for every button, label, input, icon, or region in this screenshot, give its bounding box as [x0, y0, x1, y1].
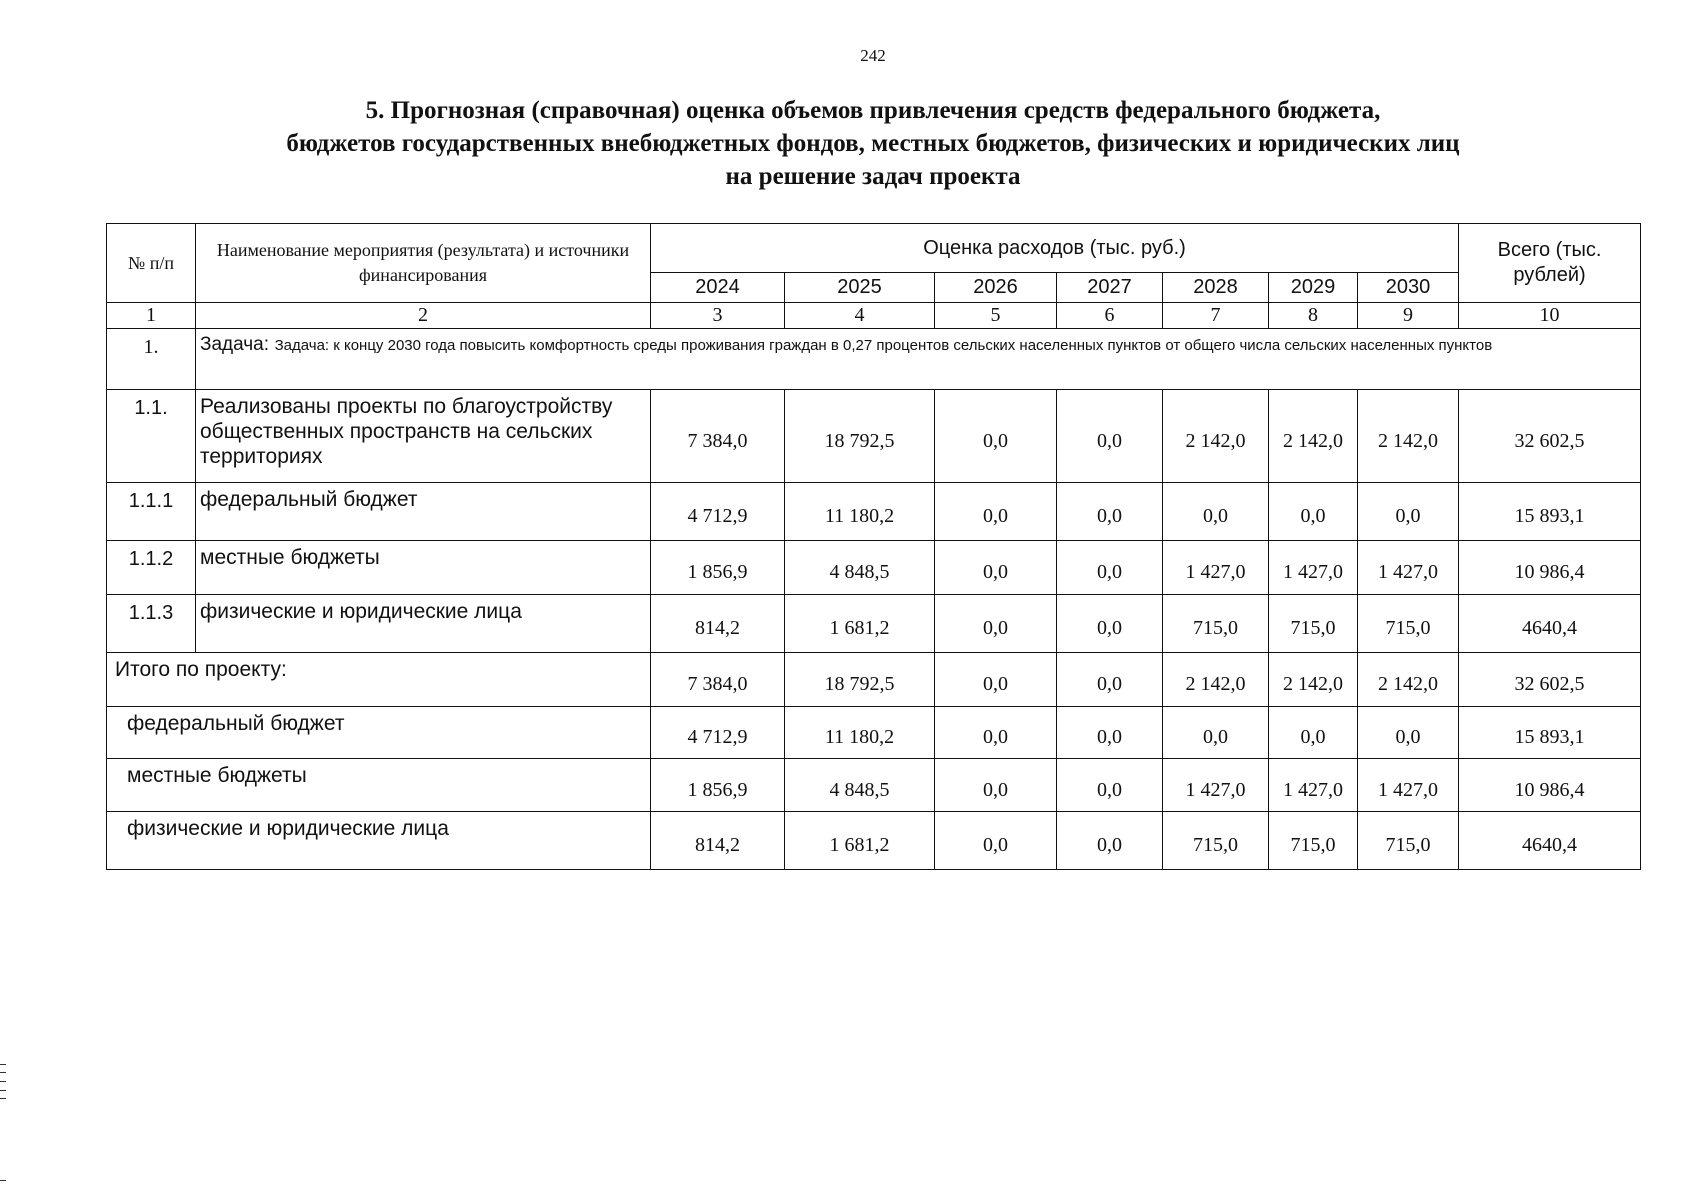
total-value: 1 427,0	[1163, 759, 1269, 812]
total-name: местные бюджеты	[107, 759, 651, 812]
title-line-1: 5. Прогнозная (справочная) оценка объемов привлечения средств федерального бюджета,	[365, 97, 1381, 124]
table-row	[107, 541, 1641, 595]
header-year: 2028	[1163, 273, 1269, 303]
total-value: 2 142,0	[1358, 653, 1459, 707]
header-year: 2029	[1269, 273, 1358, 303]
task-text: Задача: к концу 2030 года повысить комфортность среды проживания граждан в 0,27 процентов сельских населенных пунктов от общего числа сельских населенных пунктов	[274, 337, 1493, 354]
row-value: 0,0	[935, 541, 1057, 595]
column-number: 4	[785, 303, 935, 329]
total-value: 1 427,0	[1269, 759, 1358, 812]
header-year: 2027	[1057, 273, 1163, 303]
total-value: 715,0	[1269, 812, 1358, 870]
task-cell	[196, 329, 1641, 390]
table-row	[107, 595, 1641, 653]
column-number: 1	[107, 303, 196, 329]
header-year: 2025	[785, 273, 935, 303]
row-value: 2 142,0	[1269, 390, 1358, 483]
row-value: 715,0	[1163, 595, 1269, 653]
row-value: 11 180,2	[785, 483, 935, 541]
total-value: 0,0	[935, 653, 1057, 707]
row-value: 1 427,0	[1163, 541, 1269, 595]
row-total: 4640,4	[1459, 595, 1641, 653]
row-num: 1.1.3	[107, 595, 196, 653]
row-value: 2 142,0	[1163, 390, 1269, 483]
row-num: 1.1.1	[107, 483, 196, 541]
total-value: 0,0	[935, 707, 1057, 759]
budget-table	[106, 223, 1641, 870]
row-value: 18 792,5	[785, 390, 935, 483]
total-row	[107, 759, 1641, 812]
scan-mark	[0, 1098, 6, 1099]
total-row	[107, 707, 1641, 759]
total-value: 814,2	[651, 812, 785, 870]
total-value: 0,0	[1163, 707, 1269, 759]
row-value: 4 712,9	[651, 483, 785, 541]
row-value: 0,0	[1057, 483, 1163, 541]
header-year: 2026	[935, 273, 1057, 303]
total-sum: 4640,4	[1459, 812, 1641, 870]
row-value: 0,0	[1057, 541, 1163, 595]
column-number: 2	[196, 303, 651, 329]
document-title	[0, 94, 1697, 193]
row-value: 715,0	[1269, 595, 1358, 653]
column-numbers-row	[107, 303, 1641, 329]
page-number: 242	[860, 46, 886, 65]
total-name: Итого по проекту:	[107, 653, 651, 707]
total-value: 18 792,5	[785, 653, 935, 707]
total-value: 11 180,2	[785, 707, 935, 759]
row-value: 2 142,0	[1358, 390, 1459, 483]
row-value: 0,0	[1163, 483, 1269, 541]
total-name: физические и юридические лица	[107, 812, 651, 870]
row-name: местные бюджеты	[196, 541, 651, 595]
total-value: 2 142,0	[1163, 653, 1269, 707]
total-row	[107, 653, 1641, 707]
total-sum: 10 986,4	[1459, 759, 1641, 812]
total-sum: 15 893,1	[1459, 707, 1641, 759]
row-name: Реализованы проекты по благоустройству общественных пространств на сельских территориях	[196, 390, 651, 483]
row-value: 7 384,0	[651, 390, 785, 483]
column-number: 7	[1163, 303, 1269, 329]
total-value: 0,0	[935, 759, 1057, 812]
task-num: 1.	[107, 329, 196, 390]
row-value: 0,0	[1057, 595, 1163, 653]
row-total: 32 602,5	[1459, 390, 1641, 483]
total-value: 4 712,9	[651, 707, 785, 759]
column-number: 9	[1358, 303, 1459, 329]
title-line-3: на решение задач проекта	[725, 163, 1021, 190]
row-value: 0,0	[1057, 390, 1163, 483]
row-total: 15 893,1	[1459, 483, 1641, 541]
header-total: Всего (тыс. рублей)	[1459, 224, 1641, 303]
row-value: 715,0	[1358, 595, 1459, 653]
task-lead: Задача:	[200, 334, 270, 355]
row-value: 0,0	[1358, 483, 1459, 541]
total-value: 0,0	[1269, 707, 1358, 759]
total-row	[107, 812, 1641, 870]
column-number: 6	[1057, 303, 1163, 329]
row-value: 1 681,2	[785, 595, 935, 653]
total-value: 0,0	[1057, 759, 1163, 812]
table-row	[107, 483, 1641, 541]
row-total: 10 986,4	[1459, 541, 1641, 595]
column-number: 3	[651, 303, 785, 329]
total-value: 2 142,0	[1269, 653, 1358, 707]
row-value: 1 427,0	[1269, 541, 1358, 595]
scan-mark	[0, 1090, 6, 1091]
total-value: 715,0	[1163, 812, 1269, 870]
scan-mark	[0, 1081, 6, 1082]
header-year: 2030	[1358, 273, 1459, 303]
column-number: 5	[935, 303, 1057, 329]
row-num: 1.1.	[107, 390, 196, 483]
row-value: 0,0	[935, 390, 1057, 483]
total-value: 7 384,0	[651, 653, 785, 707]
table-row	[107, 390, 1641, 483]
total-value: 1 856,9	[651, 759, 785, 812]
row-value: 4 848,5	[785, 541, 935, 595]
title-line-2: бюджетов государственных внебюджетных фондов, местных бюджетов, физических и юридических лиц	[286, 130, 1460, 157]
row-value: 0,0	[935, 483, 1057, 541]
total-value: 0,0	[1057, 707, 1163, 759]
header-num: № п/п	[107, 224, 196, 303]
total-value: 0,0	[1057, 812, 1163, 870]
row-value: 1 427,0	[1358, 541, 1459, 595]
column-number: 8	[1269, 303, 1358, 329]
total-value: 1 681,2	[785, 812, 935, 870]
row-name: физические и юридические лица	[196, 595, 651, 653]
row-value: 0,0	[1269, 483, 1358, 541]
row-value: 814,2	[651, 595, 785, 653]
total-value: 0,0	[935, 812, 1057, 870]
total-value: 715,0	[1358, 812, 1459, 870]
header-name: Наименование мероприятия (результата) и источники финансирования	[196, 224, 651, 303]
total-sum: 32 602,5	[1459, 653, 1641, 707]
total-value: 0,0	[1358, 707, 1459, 759]
total-name: федеральный бюджет	[107, 707, 651, 759]
total-value: 4 848,5	[785, 759, 935, 812]
header-year: 2024	[651, 273, 785, 303]
scan-mark	[0, 1072, 6, 1073]
row-value: 1 856,9	[651, 541, 785, 595]
total-value: 0,0	[1057, 653, 1163, 707]
row-name: федеральный бюджет	[196, 483, 651, 541]
header-estimate: Оценка расходов (тыс. руб.)	[651, 224, 1459, 273]
row-num: 1.1.2	[107, 541, 196, 595]
row-value: 0,0	[935, 595, 1057, 653]
scan-mark	[0, 1180, 6, 1181]
total-value: 1 427,0	[1358, 759, 1459, 812]
column-number: 10	[1459, 303, 1641, 329]
scan-mark	[0, 1064, 6, 1065]
task-row	[107, 329, 1641, 390]
